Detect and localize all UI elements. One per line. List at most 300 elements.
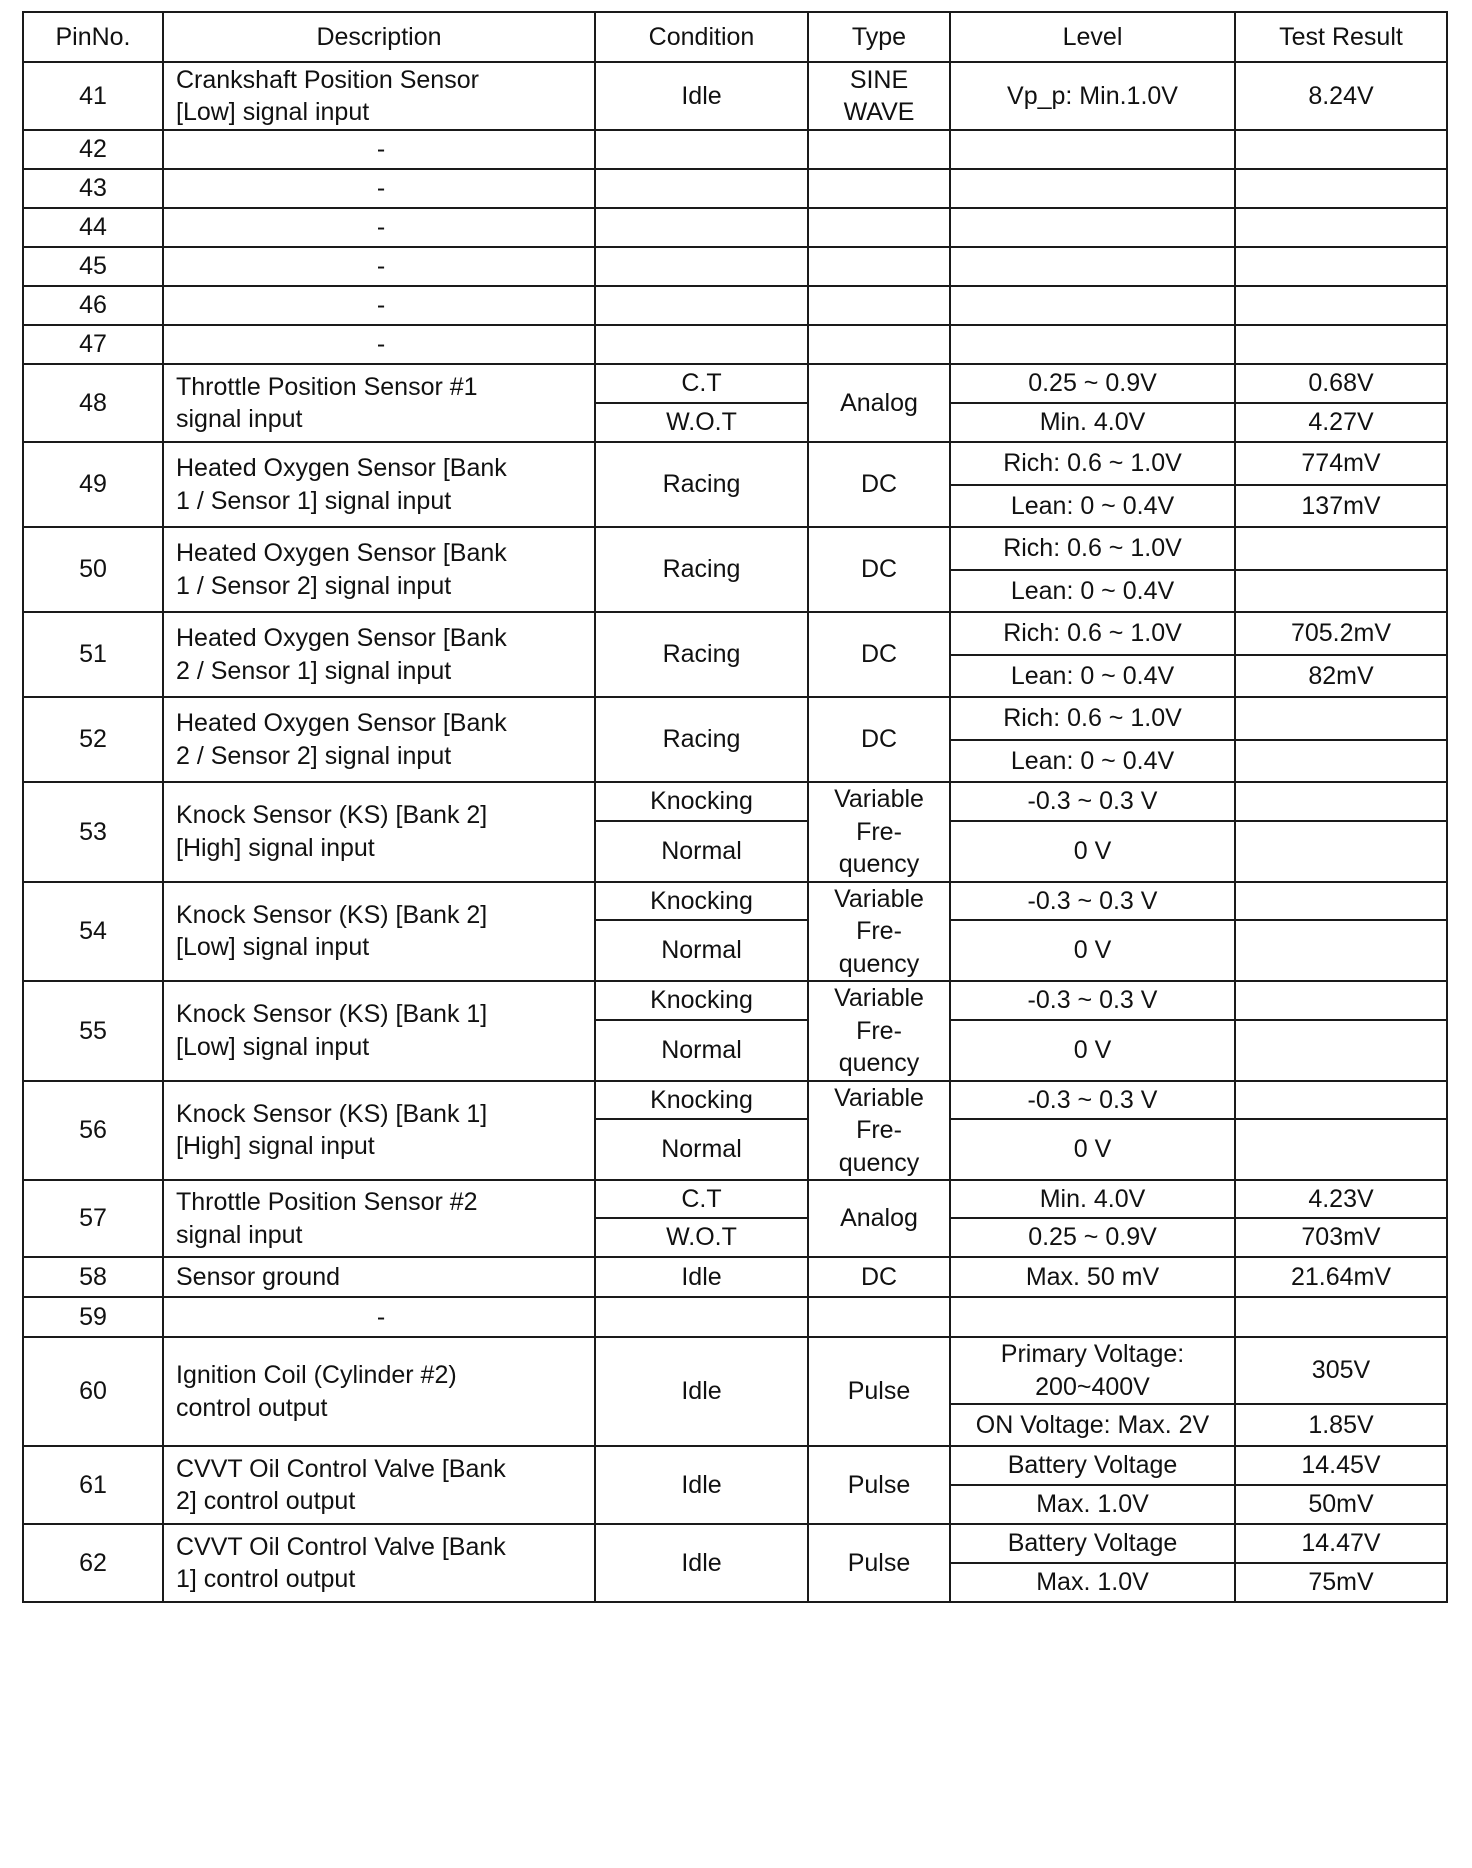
type-cell <box>808 612 950 697</box>
condition-cell <box>595 325 808 364</box>
test-result-cell <box>1235 1119 1447 1180</box>
table-row <box>23 1524 1447 1563</box>
type-cell <box>808 697 950 782</box>
condition-cell-text: Idle <box>681 1548 722 1577</box>
condition-cell-text: Idle <box>681 81 722 110</box>
type-cell <box>808 1446 950 1524</box>
pin-number-cell <box>23 247 163 286</box>
table-row <box>23 981 1447 1020</box>
pin-number-cell <box>23 62 163 130</box>
description-cell-text: Knock Sensor (KS) [Bank 2] [Low] signal input <box>176 900 488 962</box>
table-row <box>23 1081 1447 1120</box>
condition-cell <box>595 1337 808 1446</box>
test-result-cell <box>1235 527 1447 570</box>
level-cell <box>950 697 1235 740</box>
test-result-cell <box>1235 62 1447 130</box>
description-cell-text: Heated Oxygen Sensor [Bank 2 / Sensor 2] signal input <box>176 709 507 770</box>
description-cell <box>163 612 595 697</box>
level-cell <box>950 442 1235 485</box>
type-cell <box>808 981 950 1081</box>
condition-cell <box>595 1020 808 1081</box>
type-cell <box>808 1081 950 1181</box>
description-cell-text: - <box>376 213 386 242</box>
level-cell <box>950 1218 1235 1257</box>
table-row <box>23 782 1447 821</box>
test-result-cell <box>1235 1081 1447 1120</box>
test-result-cell-text: 703mV <box>1301 1223 1381 1252</box>
condition-cell-text: Racing <box>662 725 741 754</box>
pin-test-table <box>22 11 1448 1603</box>
condition-cell-text: Racing <box>662 470 741 499</box>
pin-number-cell-text: 55 <box>79 1016 107 1045</box>
level-cell-text: 0 V <box>1073 936 1112 965</box>
description-cell <box>163 208 595 247</box>
test-result-cell <box>1235 208 1447 247</box>
condition-cell <box>595 1119 808 1180</box>
condition-cell-text: C.T <box>681 369 722 398</box>
condition-cell <box>595 130 808 169</box>
level-cell-text: -0.3 ~ 0.3 V <box>1027 787 1158 815</box>
level-cell <box>950 169 1235 208</box>
description-cell <box>163 442 595 527</box>
description-cell <box>163 169 595 208</box>
description-cell <box>163 325 595 364</box>
description-cell-text: Heated Oxygen Sensor [Bank 1 / Sensor 2] signal input <box>176 539 507 600</box>
test-result-cell <box>1235 247 1447 286</box>
condition-cell <box>595 62 808 130</box>
test-result-cell <box>1235 920 1447 981</box>
condition-cell-text: Idle <box>681 1377 722 1406</box>
level-cell <box>950 1404 1235 1446</box>
level-cell-text: Max. 1.0V <box>1036 1568 1149 1597</box>
test-result-cell-text: 8.24V <box>1308 81 1374 110</box>
condition-cell-text: Racing <box>662 555 741 584</box>
condition-cell <box>595 697 808 782</box>
pin-test-table-sheet <box>22 11 1446 1603</box>
test-result-cell <box>1235 1297 1447 1337</box>
level-cell <box>950 882 1235 921</box>
type-cell <box>808 325 950 364</box>
condition-cell-text: Normal <box>661 836 742 865</box>
pin-number-cell <box>23 1081 163 1181</box>
condition-cell <box>595 442 808 527</box>
test-result-cell <box>1235 882 1447 921</box>
test-result-cell <box>1235 981 1447 1020</box>
level-cell-text: ON Voltage: Max. 2V <box>975 1410 1210 1439</box>
table-row <box>23 697 1447 740</box>
description-cell-text: Heated Oxygen Sensor [Bank 1 / Sensor 1] signal input <box>176 454 507 515</box>
type-cell-text: SINE WAVE <box>843 65 915 126</box>
pin-number-cell-text: 43 <box>79 174 107 203</box>
description-cell-text: Sensor ground <box>176 1262 341 1291</box>
header-condition: Condition <box>595 12 808 62</box>
description-cell-text: Throttle Position Sensor #2 signal input <box>176 1188 478 1249</box>
condition-cell <box>595 1257 808 1297</box>
condition-cell-text: Knocking <box>650 886 753 915</box>
level-cell <box>950 1020 1235 1081</box>
test-result-cell-text: 137mV <box>1301 491 1381 520</box>
test-result-cell-text: 705.2mV <box>1290 619 1392 648</box>
level-cell <box>950 1297 1235 1337</box>
level-cell <box>950 1563 1235 1602</box>
type-cell-text: Variable Fre- quency <box>834 1083 924 1177</box>
test-result-cell-text: 75mV <box>1308 1568 1374 1597</box>
test-result-cell <box>1235 130 1447 169</box>
test-result-cell <box>1235 364 1447 403</box>
description-cell-text: - <box>376 330 386 359</box>
condition-cell <box>595 169 808 208</box>
level-cell <box>950 286 1235 325</box>
level-cell-text: Max. 50 mV <box>1025 1262 1160 1291</box>
pin-number-cell-text: 60 <box>79 1377 107 1406</box>
pin-number-cell-text: 42 <box>79 135 107 164</box>
description-cell-text: - <box>376 1302 386 1331</box>
pin-number-cell-text: 41 <box>79 81 107 110</box>
test-result-cell <box>1235 1524 1447 1563</box>
pin-number-cell <box>23 1337 163 1446</box>
pin-number-cell-text: 48 <box>79 388 107 417</box>
level-cell <box>950 527 1235 570</box>
table-row <box>23 442 1447 485</box>
test-result-cell <box>1235 442 1447 485</box>
pin-number-cell <box>23 697 163 782</box>
type-cell-text: Pulse <box>847 1377 911 1406</box>
level-cell-text: -0.3 ~ 0.3 V <box>1027 1085 1158 1114</box>
description-cell-text: Crankshaft Position Sensor [Low] signal input <box>176 65 479 126</box>
type-cell <box>808 1180 950 1257</box>
pin-number-cell-text: 46 <box>79 291 107 320</box>
level-cell <box>950 1485 1235 1524</box>
test-result-cell-text: 21.64mV <box>1290 1262 1392 1291</box>
test-result-cell <box>1235 485 1447 527</box>
type-cell <box>808 364 950 442</box>
description-cell <box>163 130 595 169</box>
level-cell-text: Lean: 0 ~ 0.4V <box>1010 576 1175 605</box>
test-result-cell-text: 82mV <box>1308 661 1374 690</box>
condition-cell <box>595 612 808 697</box>
test-result-cell-text: 4.27V <box>1308 408 1374 437</box>
level-cell <box>950 1081 1235 1120</box>
type-cell-text: DC <box>860 470 898 499</box>
test-result-cell-text: 14.45V <box>1301 1451 1381 1480</box>
pin-number-cell <box>23 882 163 982</box>
test-result-cell-text: 4.23V <box>1308 1184 1374 1213</box>
type-cell-text: Pulse <box>847 1548 911 1577</box>
level-cell <box>950 247 1235 286</box>
description-cell-text: - <box>376 174 386 203</box>
description-cell <box>163 62 595 130</box>
condition-cell <box>595 286 808 325</box>
table-row <box>23 1446 1447 1485</box>
level-cell <box>950 821 1235 882</box>
test-result-cell-text: 1.85V <box>1308 1410 1374 1439</box>
type-cell-text: Variable Fre- quency <box>834 884 924 978</box>
condition-cell-text: Racing <box>662 640 741 669</box>
description-cell <box>163 527 595 612</box>
level-cell-text: 0.25 ~ 0.9V <box>1028 1223 1157 1252</box>
condition-cell-text: Idle <box>681 1262 722 1291</box>
pin-number-cell-text: 58 <box>79 1262 107 1291</box>
condition-cell-text: Knocking <box>650 787 753 815</box>
type-cell-text: Variable Fre- quency <box>834 785 924 878</box>
level-cell <box>950 62 1235 130</box>
level-cell-text: Vp_p: Min.1.0V <box>1007 81 1178 110</box>
description-cell <box>163 1524 595 1602</box>
type-cell <box>808 1257 950 1297</box>
table-row <box>23 130 1447 169</box>
condition-cell <box>595 1218 808 1257</box>
condition-cell <box>595 527 808 612</box>
test-result-cell <box>1235 1563 1447 1602</box>
test-result-cell <box>1235 1404 1447 1446</box>
pin-number-cell <box>23 442 163 527</box>
description-cell <box>163 1257 595 1297</box>
pin-number-cell-text: 45 <box>79 252 107 281</box>
table-row <box>23 364 1447 403</box>
description-cell <box>163 286 595 325</box>
level-cell-text: Rich: 0.6 ~ 1.0V <box>1003 704 1182 733</box>
level-cell-text: Lean: 0 ~ 0.4V <box>1010 746 1175 775</box>
pin-number-cell <box>23 1180 163 1257</box>
test-result-cell <box>1235 325 1447 364</box>
description-cell <box>163 1337 595 1446</box>
level-cell-text: Rich: 0.6 ~ 1.0V <box>1003 449 1182 478</box>
pin-number-cell-text: 61 <box>79 1470 107 1499</box>
pin-number-cell <box>23 782 163 882</box>
level-cell <box>950 208 1235 247</box>
test-result-cell-text: 0.68V <box>1308 369 1374 398</box>
pin-number-cell <box>23 325 163 364</box>
condition-cell <box>595 1180 808 1218</box>
pin-number-cell-text: 59 <box>79 1302 107 1331</box>
condition-cell <box>595 981 808 1020</box>
condition-cell-text: W.O.T <box>666 1223 737 1252</box>
description-cell-text: - <box>376 291 386 320</box>
pin-number-cell-text: 47 <box>79 330 107 359</box>
description-cell-text: Heated Oxygen Sensor [Bank 2 / Sensor 1] signal input <box>176 624 507 685</box>
test-result-cell-text: 50mV <box>1308 1490 1374 1519</box>
condition-cell-text: C.T <box>681 1184 722 1213</box>
test-result-cell <box>1235 1485 1447 1524</box>
type-cell <box>808 247 950 286</box>
type-cell-text: DC <box>860 1262 898 1291</box>
test-result-cell <box>1235 1337 1447 1404</box>
level-cell <box>950 403 1235 442</box>
description-cell <box>163 782 595 882</box>
description-cell <box>163 981 595 1081</box>
pin-number-cell-text: 54 <box>79 917 107 945</box>
header-description: Description <box>163 12 595 62</box>
description-cell-text: - <box>376 252 386 281</box>
level-cell-text: 0.25 ~ 0.9V <box>1028 369 1157 398</box>
condition-cell <box>595 821 808 882</box>
pin-number-cell <box>23 130 163 169</box>
level-cell-text: Lean: 0 ~ 0.4V <box>1010 661 1175 690</box>
description-cell <box>163 697 595 782</box>
description-cell-text: Knock Sensor (KS) [Bank 1] [High] signal input <box>176 1099 488 1161</box>
level-cell-text: Min. 4.0V <box>1039 1184 1146 1213</box>
type-cell <box>808 782 950 882</box>
test-result-cell-text: 14.47V <box>1301 1529 1381 1558</box>
description-cell <box>163 1180 595 1257</box>
pin-number-cell <box>23 981 163 1081</box>
header-level: Level <box>950 12 1235 62</box>
description-cell-text: Throttle Position Sensor #1 signal input <box>176 372 478 433</box>
condition-cell <box>595 782 808 821</box>
description-cell <box>163 1297 595 1337</box>
level-cell-text: Lean: 0 ~ 0.4V <box>1010 491 1175 520</box>
test-result-cell-text: 774mV <box>1301 449 1381 478</box>
condition-cell-text: Normal <box>661 1135 742 1164</box>
condition-cell-text: W.O.T <box>666 408 737 437</box>
level-cell <box>950 981 1235 1020</box>
pin-number-cell-text: 56 <box>79 1116 107 1144</box>
table-row <box>23 882 1447 921</box>
type-cell <box>808 1297 950 1337</box>
level-cell <box>950 920 1235 981</box>
condition-cell-text: Knocking <box>650 986 753 1014</box>
condition-cell-text: Knocking <box>650 1085 753 1114</box>
level-cell <box>950 130 1235 169</box>
condition-cell <box>595 247 808 286</box>
description-cell-text: Ignition Coil (Cylinder #2) control output <box>176 1361 457 1422</box>
type-cell-text: DC <box>860 640 898 669</box>
pin-number-cell-text: 62 <box>79 1548 107 1577</box>
type-cell <box>808 527 950 612</box>
table-row <box>23 1180 1447 1218</box>
description-cell <box>163 247 595 286</box>
level-cell-text: Battery Voltage <box>1007 1529 1178 1558</box>
level-cell-text: Max. 1.0V <box>1036 1490 1149 1519</box>
pin-number-cell-text: 51 <box>79 640 107 669</box>
test-result-cell <box>1235 570 1447 612</box>
condition-cell <box>595 364 808 403</box>
level-cell <box>950 1524 1235 1563</box>
test-result-cell <box>1235 612 1447 655</box>
description-cell <box>163 364 595 442</box>
level-cell <box>950 325 1235 364</box>
type-cell <box>808 1524 950 1602</box>
type-cell <box>808 208 950 247</box>
test-result-cell-text: 305V <box>1311 1356 1371 1385</box>
type-cell-text: Variable Fre- quency <box>834 984 924 1077</box>
table-body <box>23 62 1447 1602</box>
pin-number-cell-text: 53 <box>79 817 107 846</box>
table-row <box>23 247 1447 286</box>
description-cell-text: Knock Sensor (KS) [Bank 1] [Low] signal input <box>176 1000 488 1061</box>
condition-cell <box>595 920 808 981</box>
test-result-cell <box>1235 1020 1447 1081</box>
condition-cell <box>595 1446 808 1524</box>
test-result-cell <box>1235 403 1447 442</box>
table-row <box>23 612 1447 655</box>
table-row <box>23 286 1447 325</box>
test-result-cell <box>1235 782 1447 821</box>
description-cell <box>163 1446 595 1524</box>
level-cell-text: Primary Voltage: 200~400V <box>1000 1340 1185 1401</box>
table-row <box>23 62 1447 130</box>
type-cell-text: Analog <box>840 1204 918 1233</box>
level-cell <box>950 740 1235 782</box>
header-row <box>23 12 1447 62</box>
pin-number-cell-text: 44 <box>79 213 107 242</box>
condition-cell-text: Normal <box>661 1035 742 1064</box>
level-cell <box>950 1180 1235 1218</box>
test-result-cell <box>1235 169 1447 208</box>
pin-number-cell <box>23 169 163 208</box>
pin-number-cell <box>23 612 163 697</box>
type-cell-text: DC <box>860 555 898 584</box>
pin-number-cell-text: 49 <box>79 470 107 499</box>
test-result-cell <box>1235 1257 1447 1297</box>
pin-number-cell-text: 52 <box>79 725 107 754</box>
type-cell <box>808 1337 950 1446</box>
level-cell-text: 0 V <box>1073 1135 1112 1164</box>
level-cell-text: 0 V <box>1073 1035 1112 1064</box>
level-cell <box>950 1119 1235 1180</box>
header-type: Type <box>808 12 950 62</box>
pin-number-cell <box>23 527 163 612</box>
type-cell-text: Pulse <box>847 1470 911 1499</box>
table-row <box>23 1297 1447 1337</box>
description-cell-text: CVVT Oil Control Valve [Bank 1] control output <box>176 1532 506 1593</box>
description-cell <box>163 1081 595 1181</box>
pin-number-cell <box>23 208 163 247</box>
condition-cell <box>595 1297 808 1337</box>
condition-cell <box>595 208 808 247</box>
type-cell <box>808 130 950 169</box>
type-cell <box>808 882 950 982</box>
header-test-result: Test Result <box>1235 12 1447 62</box>
level-cell <box>950 612 1235 655</box>
level-cell-text: Battery Voltage <box>1007 1451 1178 1480</box>
description-cell-text: - <box>376 135 386 164</box>
test-result-cell <box>1235 740 1447 782</box>
table-row <box>23 325 1447 364</box>
test-result-cell <box>1235 697 1447 740</box>
pin-number-cell-text: 50 <box>79 555 107 584</box>
test-result-cell <box>1235 655 1447 697</box>
table-row <box>23 527 1447 570</box>
level-cell <box>950 1446 1235 1485</box>
type-cell-text: Analog <box>840 388 918 417</box>
level-cell <box>950 655 1235 697</box>
test-result-cell <box>1235 286 1447 325</box>
table-row <box>23 169 1447 208</box>
condition-cell-text: Normal <box>661 936 742 965</box>
level-cell <box>950 1257 1235 1297</box>
type-cell <box>808 442 950 527</box>
level-cell <box>950 1337 1235 1404</box>
level-cell-text: -0.3 ~ 0.3 V <box>1027 886 1158 915</box>
pin-number-cell <box>23 286 163 325</box>
condition-cell-text: Idle <box>681 1470 722 1499</box>
condition-cell <box>595 882 808 921</box>
level-cell <box>950 570 1235 612</box>
table-row <box>23 1337 1447 1404</box>
test-result-cell <box>1235 1446 1447 1485</box>
pin-number-cell <box>23 1297 163 1337</box>
pin-number-cell <box>23 1524 163 1602</box>
level-cell <box>950 364 1235 403</box>
condition-cell <box>595 403 808 442</box>
description-cell-text: CVVT Oil Control Valve [Bank 2] control output <box>176 1454 506 1515</box>
type-cell-text: DC <box>860 725 898 754</box>
table-row <box>23 208 1447 247</box>
type-cell <box>808 62 950 130</box>
condition-cell <box>595 1081 808 1120</box>
test-result-cell <box>1235 821 1447 882</box>
